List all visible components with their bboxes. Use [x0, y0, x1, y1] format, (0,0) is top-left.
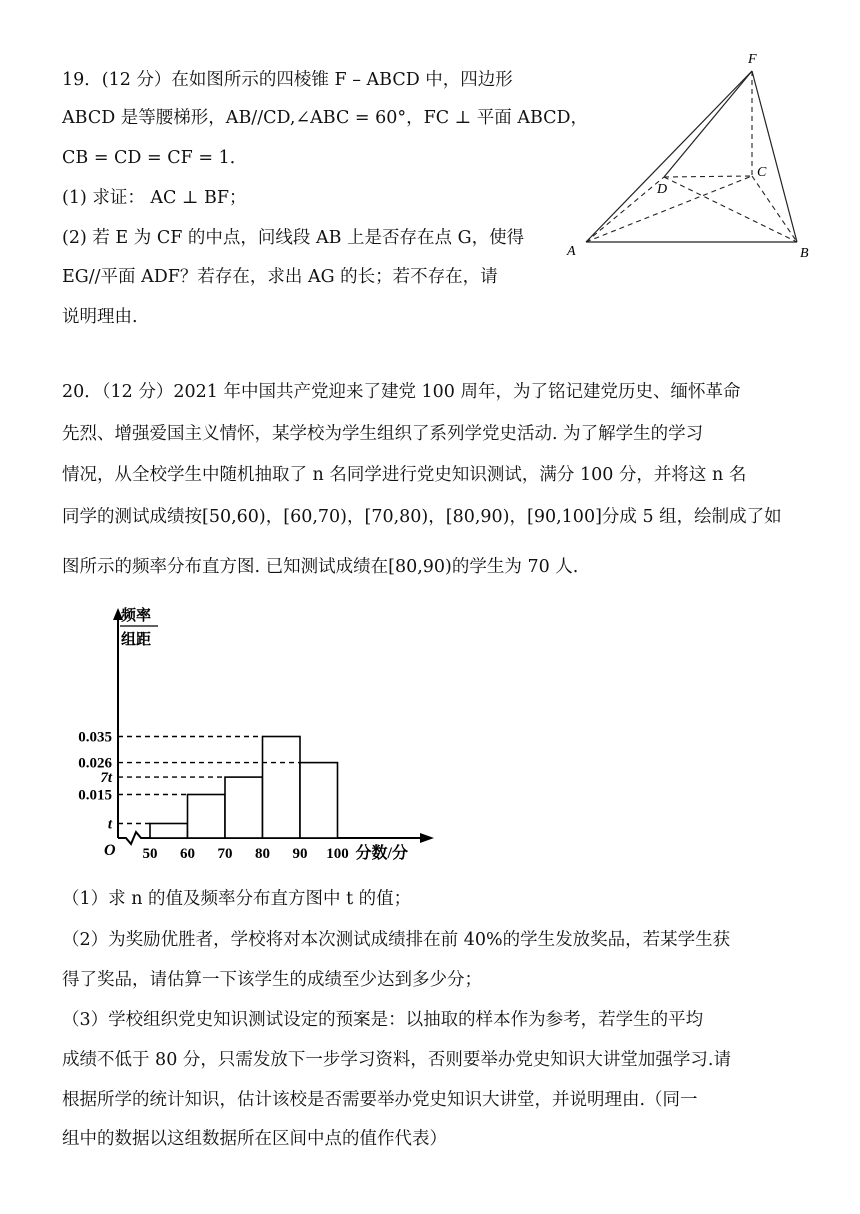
q19-line-6: EG//平面 ADF？若存在，求出 AG 的长；若不存在，请 — [62, 267, 498, 287]
q20-sub-7: 组中的数据以这组数据所在区间中点的值作代表） — [62, 1129, 447, 1149]
edge-AC — [586, 176, 752, 242]
xlabel: 分数/分 — [355, 845, 408, 862]
label-C: C — [757, 165, 767, 180]
edge-CB — [752, 176, 797, 242]
edge-FB — [752, 71, 797, 242]
q20-sub-3: 得了奖品，请估算一下该学生的成绩至少达到多少分； — [62, 970, 482, 990]
pyramid-figure — [560, 45, 820, 270]
q20-sub-6: 根据所学的统计知识，估计该校是否需要举办党史知识大讲堂，并说明理由.（同一 — [62, 1090, 698, 1110]
y-tick-label: 0.026 — [78, 755, 112, 772]
x-tick-label: 80 — [255, 846, 270, 862]
q20-line-4: 同学的测试成绩按[50,60)，[60,70)，[70,80)，[80,90)，[90,100]分成 5 组，绘制成了如 — [62, 507, 782, 527]
x-tick-label: 70 — [217, 846, 233, 862]
q19-line-3: CB = CD = CF = 1． — [62, 148, 248, 168]
y-tick-label: 0.035 — [78, 729, 112, 746]
q20-line-5: 图所示的频率分布直方图. 已知测试成绩在[80,90)的学生为 70 人. — [62, 557, 579, 577]
label-A: A — [567, 244, 576, 259]
edge-DC — [664, 176, 752, 177]
q19-line-2: ABCD 是等腰梯形，AB//CD,∠ABC = 60°，FC ⊥ 平面 ABCD， — [62, 108, 589, 128]
q20-sub-2: （2）为奖励优胜者，学校将对本次测试成绩排在前 40%的学生发放奖品，若某学生获 — [62, 930, 731, 950]
y-tick-label: 0.015 — [78, 787, 112, 804]
q20-sub-5: 成绩不低于 80 分，只需发放下一步学习资料，否则要举办党史知识大讲堂加强学习.请 — [62, 1050, 731, 1070]
q20-sub-4: （3）学校组织党史知识测试设定的预案是：以抽取的样本作为参考，若学生的平均 — [62, 1010, 704, 1030]
histogram-bar-[60,70) — [188, 795, 226, 839]
x-tick-label: 90 — [292, 846, 308, 862]
y-tick-label: 7t — [100, 770, 112, 787]
x-tick-label: 50 — [142, 846, 158, 862]
edge-FA — [586, 71, 752, 242]
histogram-bar-[70,80) — [225, 777, 263, 838]
label-D: D — [657, 182, 668, 197]
origin-label: O — [104, 842, 116, 859]
histogram-bar-[50,60) — [150, 824, 188, 839]
ylabel-denominator: 组距 — [121, 632, 152, 648]
x-axis-arrow — [420, 833, 434, 843]
q20-sub-1: （1）求 n 的值及频率分布直方图中 t 的值； — [62, 889, 412, 909]
edge-DB — [664, 177, 797, 242]
frequency-histogram — [78, 600, 448, 870]
q19-line-1: 19．(12 分）在如图所示的四棱锥 F – ABCD 中，四边形 — [62, 70, 513, 90]
q20-line-3: 情况，从全校学生中随机抽取了 n 名同学进行党史知识测试，满分 100 分，并将这 n 名 — [62, 465, 747, 485]
q19-line-7: 说明理由. — [62, 307, 138, 327]
label-F: F — [748, 52, 757, 67]
q19-line-4: (1) 求证： AC ⊥ BF； — [62, 188, 247, 208]
q20-line-1: 20．（12 分）2021 年中国共产党迎来了建党 100 周年，为了铭记建党历史、缅怀革命 — [62, 382, 741, 402]
q20-line-2: 先烈、增强爱国主义情怀，某学校为学生组织了系列学党史活动. 为了解学生的学习 — [62, 424, 704, 444]
q19-line-5: (2) 若 E 为 CF 的中点，问线段 AB 上是否存在点 G，使得 — [62, 228, 525, 248]
histogram-bar-[80,90) — [263, 737, 301, 839]
x-tick-label: 100 — [326, 846, 349, 862]
edge-AD — [586, 177, 664, 242]
edge-FD — [664, 71, 752, 177]
ylabel-numerator: 频率 — [121, 608, 152, 624]
x-tick-label: 60 — [180, 846, 195, 862]
y-tick-label: t — [107, 816, 112, 833]
histogram-bar-[90,100] — [300, 763, 338, 838]
label-B: B — [800, 246, 809, 261]
